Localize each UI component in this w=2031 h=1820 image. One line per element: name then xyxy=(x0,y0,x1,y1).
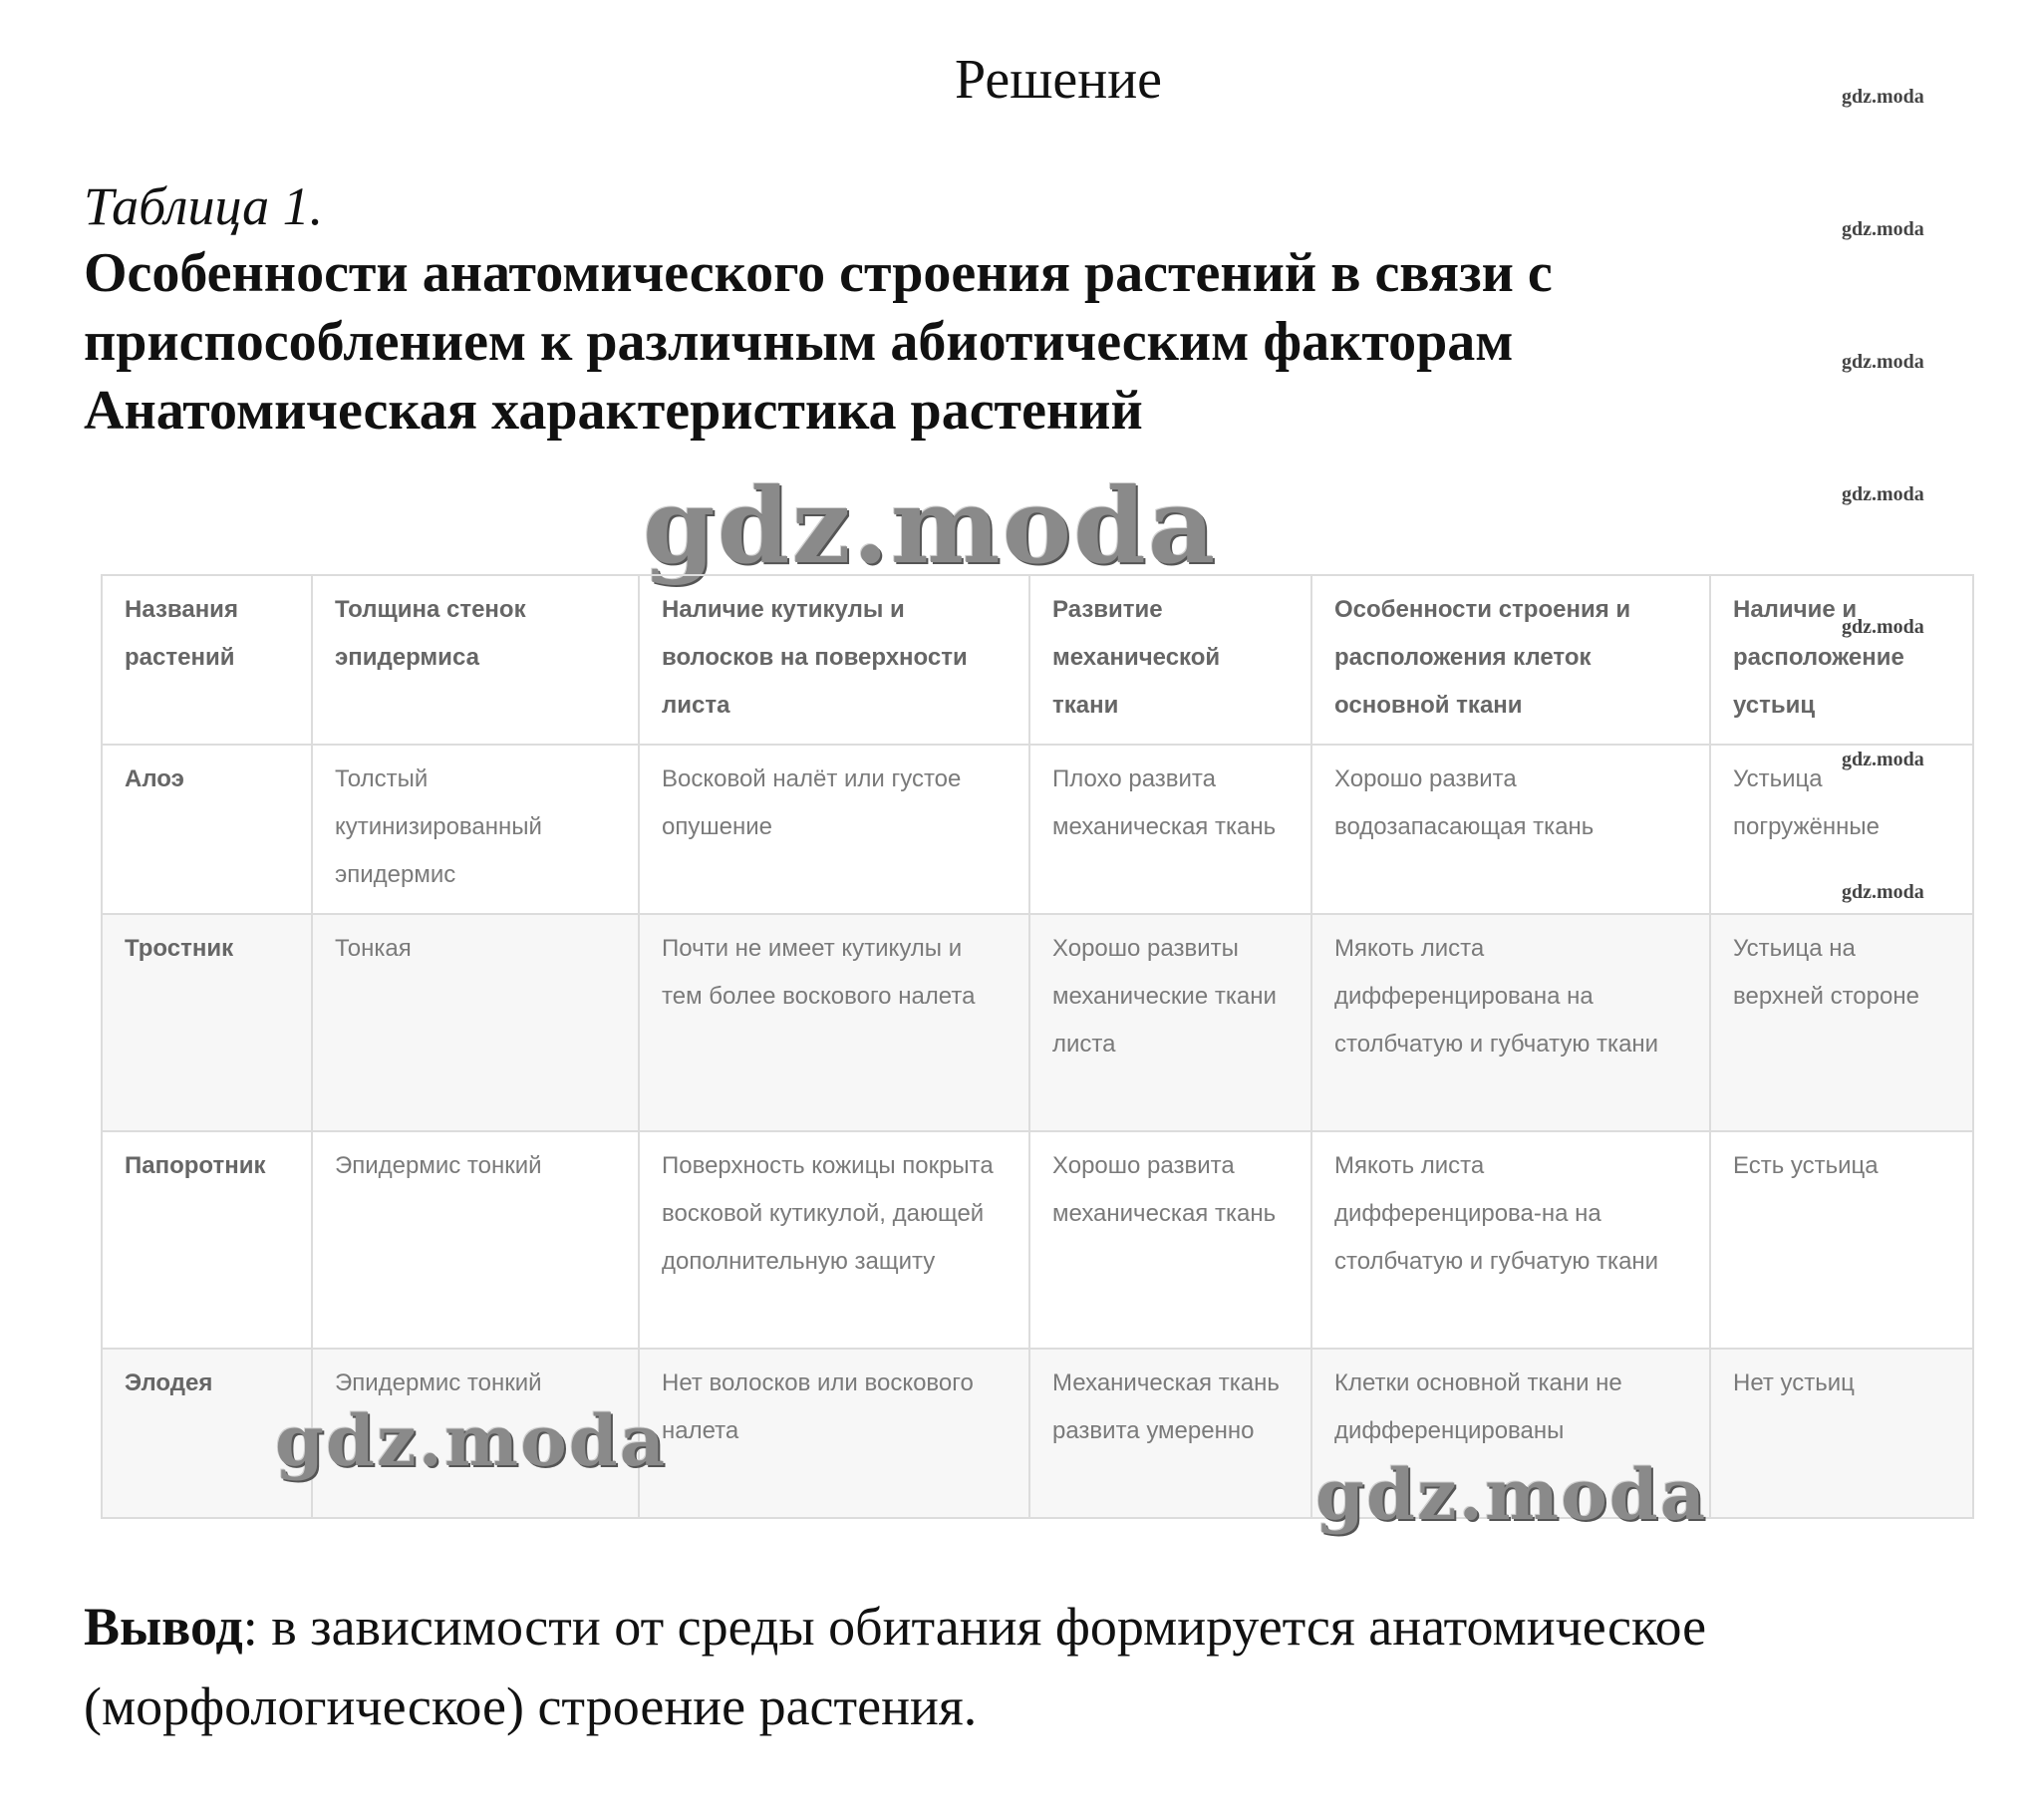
table-cell: Почти не имеет кутикулы и тем более воскового налета xyxy=(639,914,1029,1131)
table-cell: Плохо развита механическая ткань xyxy=(1029,745,1311,914)
header-cell: Особенности строения и расположения клеток основной ткани xyxy=(1311,575,1710,745)
table-cell: Нет устьиц xyxy=(1710,1349,1973,1518)
header-cell: Названия растений xyxy=(102,575,312,745)
watermark-large: gdz.moda xyxy=(1315,1453,1708,1536)
watermark-small: gdz.moda xyxy=(1842,86,1924,108)
watermark-small: gdz.moda xyxy=(1842,218,1924,240)
table-title xyxy=(84,239,1553,446)
watermark-small: gdz.moda xyxy=(1842,616,1924,638)
plant-name-cell: Элодея xyxy=(102,1349,312,1518)
header-cell: Толщина стенок эпидермиса xyxy=(312,575,639,745)
table-cell: Хорошо развита механическая ткань xyxy=(1029,1131,1311,1349)
plant-name-cell: Папоротник xyxy=(102,1131,312,1349)
table-label: Таблица 1. xyxy=(84,176,324,236)
table-row xyxy=(102,914,1973,1131)
plant-name-cell: Алоэ xyxy=(102,745,312,914)
table-cell: Устьица погружённые xyxy=(1710,745,1973,914)
watermark-large: gdz.moda xyxy=(275,1399,668,1482)
table-cell: Клетки основной ткани не дифференцированы xyxy=(1311,1349,1710,1518)
table-cell: Устьица на верхней стороне xyxy=(1710,914,1973,1131)
table-cell: Хорошо развиты механические ткани листа xyxy=(1029,914,1311,1131)
header-cell: Развитие механической ткани xyxy=(1029,575,1311,745)
title-line: приспособлением к различным абиотическим факторам xyxy=(84,311,1514,373)
table-cell: Поверхность кожицы покрыта восковой кутикулой, дающей дополнительную защиту xyxy=(639,1131,1029,1349)
conclusion-label: Вывод xyxy=(84,1597,243,1657)
watermark-large: gdz.moda xyxy=(643,464,1218,587)
conclusion-text: : в зависимости от среды обитания формируется анатомическое (морфологическое) строение растения. xyxy=(84,1597,1707,1736)
table-cell: Нет волосков или воскового налета xyxy=(639,1349,1029,1518)
table-cell: Мякоть листа дифференцирована на столбчатую и губчатую ткани xyxy=(1311,914,1710,1131)
table-header-row xyxy=(102,575,1973,745)
table-row xyxy=(102,745,1973,914)
table-cell: Тонкая xyxy=(312,914,639,1131)
watermark-small: gdz.moda xyxy=(1842,881,1924,903)
header-cell: Наличие кутикулы и волосков на поверхности листа xyxy=(639,575,1029,745)
header-cell: Наличие и расположение устьиц xyxy=(1710,575,1973,745)
page-heading: Решение xyxy=(954,49,1163,111)
table-cell: Эпидермис тонкий xyxy=(312,1131,639,1349)
table-cell: Восковой налёт или густое опушение xyxy=(639,745,1029,914)
table-cell: Толстый кутинизированный эпидермис xyxy=(312,745,639,914)
table-cell: Механическая ткань развита умеренно xyxy=(1029,1349,1311,1518)
table-cell: Мякоть листа дифференцирова-на на столбчатую и губчатую ткани xyxy=(1311,1131,1710,1349)
table-cell: Хорошо развита водозапасающая ткань xyxy=(1311,745,1710,914)
table-cell: Есть устьица xyxy=(1710,1131,1973,1349)
watermark-small: gdz.moda xyxy=(1842,351,1924,373)
conclusion xyxy=(84,1587,1957,1746)
title-line: Особенности анатомического строения растений в связи с xyxy=(84,242,1553,304)
plant-name-cell: Тростник xyxy=(102,914,312,1131)
table-row xyxy=(102,1131,1973,1349)
watermark-small: gdz.moda xyxy=(1842,749,1924,770)
anatomy-table xyxy=(101,574,1974,1519)
table-cell: Эпидермис тонкий xyxy=(312,1349,639,1518)
title-line: Анатомическая характеристика растений xyxy=(84,380,1143,442)
watermark-small: gdz.moda xyxy=(1842,483,1924,505)
